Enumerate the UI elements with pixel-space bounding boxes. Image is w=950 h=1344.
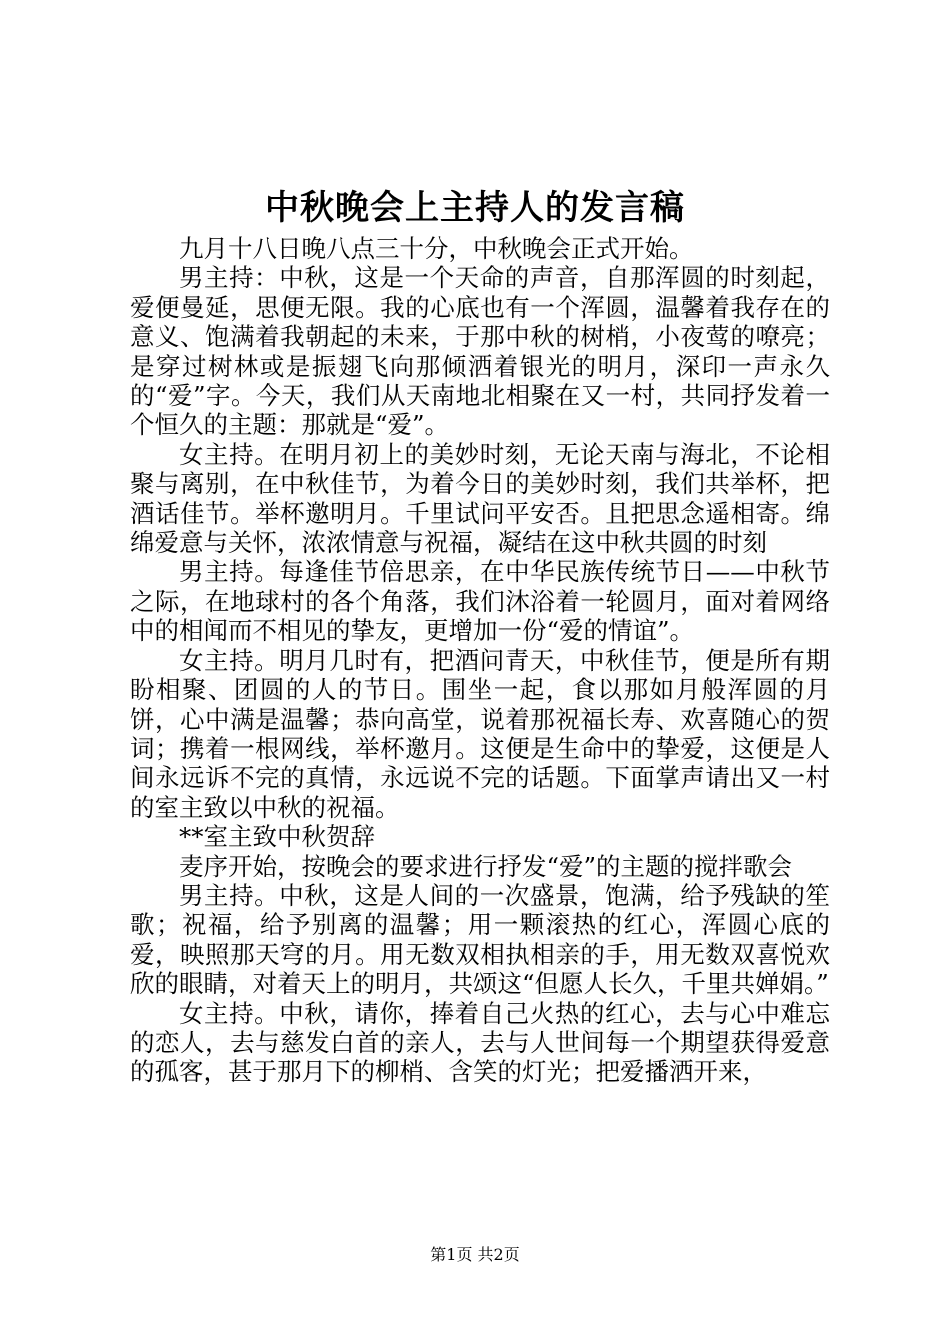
document-title: 中秋晚会上主持人的发言稿 [265, 188, 685, 228]
paragraph-female-host-1: 女主持。在明月初上的美妙时刻，无论天南与海北，不论相聚与离别，在中秋佳节，为着今日的美妙时刻，我们共举杯，把酒话佳节。举杯邀明月。千里试问平安否。且把思念遥相寄。绵绵爱意与关怀，浓浓情意与祝福，凝结在这中秋共圆的时刻 [130, 439, 830, 558]
paragraph-opening: 九月十八日晚八点三十分，中秋晚会正式开始。 [179, 234, 694, 263]
document-body [130, 234, 830, 1087]
paragraph-male-host-2: 男主持。每逢佳节倍思亲，在中华民族传统节日——中秋节之际，在地球村的各个角落，我们沐浴着一轮圆月，面对着网络中的相闻而不相见的挚友，更增加一份“爱的情谊”。 [130, 557, 830, 646]
paragraph-male-host-1: 男主持：中秋，这是一个天命的声音，自那浑圆的时刻起，爱便曼延，思便无限。我的心底也有一个浑圆，温馨着我存在的意义、饱满着我朝起的未来，于那中秋的树梢，小夜莺的嘹亮；是穿过树林或是振翅飞向那倾洒着银光的明月，深印一声永久的“爱”字。今天，我们从天南地北相聚在又一村，共同抒发着一个恒久的主题：那就是“爱”。 [130, 263, 830, 440]
paragraph-host-greeting: **室主致中秋贺辞 [179, 822, 375, 852]
paragraph-female-host-3: 女主持。中秋，请你，捧着自己火热的红心，去与心中难忘的恋人，去与慈发白首的亲人，去与人世间每一个期望获得爱意的孤客，甚于那月下的柳梢、含笑的灯光；把爱播洒开来， [130, 998, 830, 1087]
paragraph-male-host-3: 男主持。中秋，这是人间的一次盛景，饱满，给予残缺的笙歌；祝福，给予别离的温馨；用一颗滚热的红心，浑圆心底的爱，映照那天穹的月。用无数双相执相亲的手，用无数双喜悦欢欣的眼睛，对着天上的明月，共颂这“但愿人长久，千里共婵娟。” [130, 880, 830, 999]
paragraph-female-host-2: 女主持。明月几时有，把酒问青天，中秋佳节，便是所有期盼相聚、团圆的人的节日。围坐一起，食以那如月般浑圆的月饼，心中满是温馨；恭向高堂，说着那祝福长寿、欢喜随心的贺词；携着一根网线，举杯邀月。这便是生命中的挚爱，这便是人间永远诉不完的真情，永远说不完的话题。下面掌声请出又一村的室主致以中秋的祝福。 [130, 645, 830, 822]
page-number-footer: 第1页 共2页 [430, 1245, 520, 1264]
paragraph-song-session: 麦序开始，按晚会的要求进行抒发“爱”的主题的搅拌歌会 [179, 851, 793, 881]
